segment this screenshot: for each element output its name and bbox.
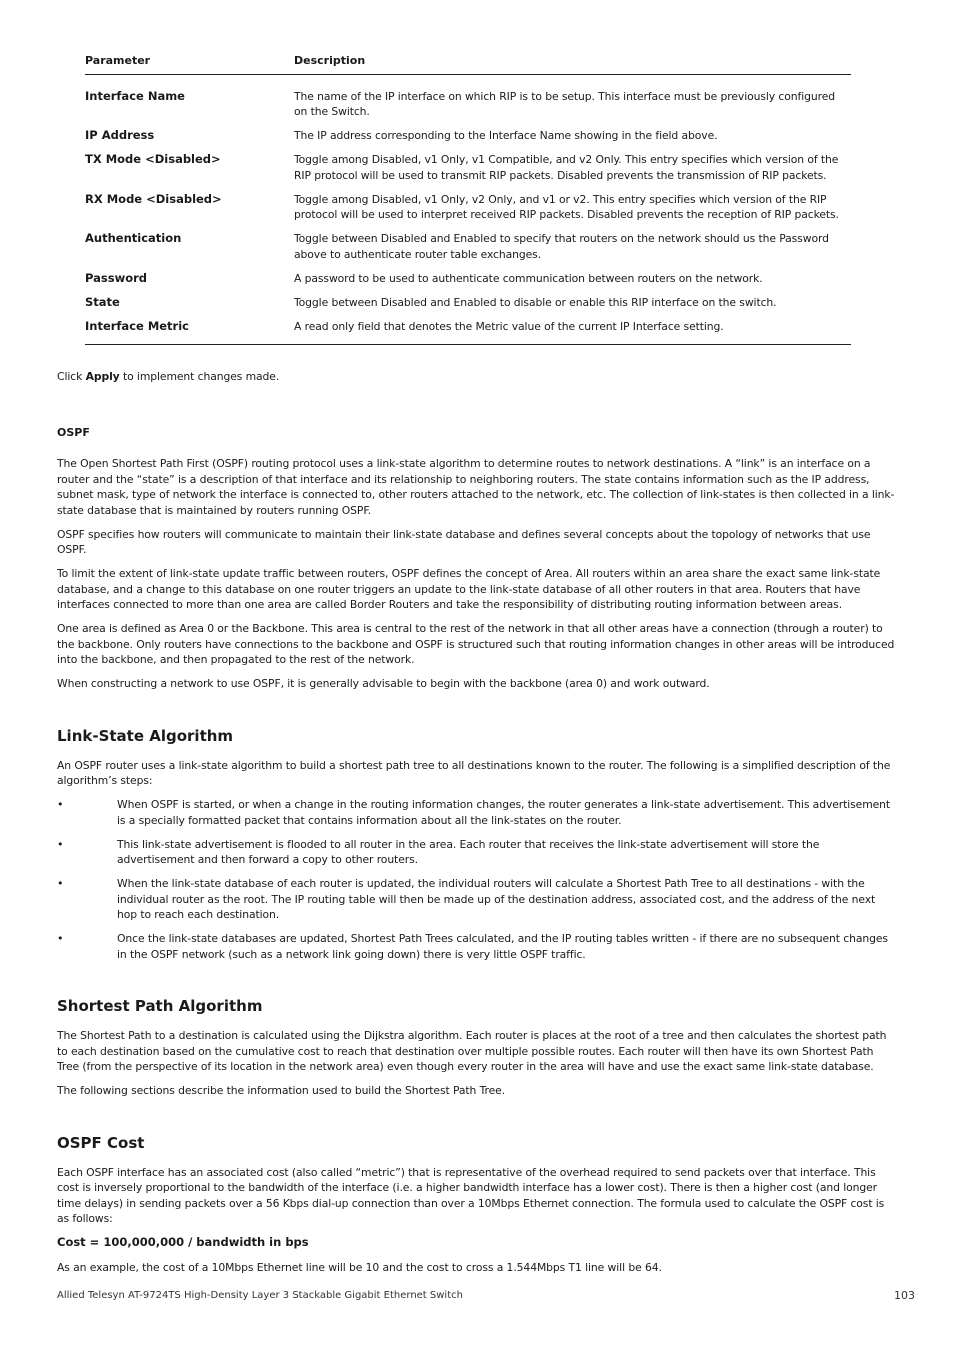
param-name: State	[85, 294, 120, 309]
bullet-text: Once the link-state databases are updated, Shortest Path Trees calculated, and the IP routing tables written - if there are no subsequent changes in the OSPF network (such as a network link going down) there is very little OSPF traffic.	[117, 932, 888, 961]
param-description: Toggle between Disabled and Enabled to disable or enable this RIP interface on the switch.	[294, 295, 777, 309]
param-name: Password	[85, 270, 147, 285]
apply-note-prefix: Click	[57, 370, 86, 383]
table-row	[85, 192, 851, 223]
table-row	[85, 128, 851, 144]
param-description: A read only field that denotes the Metric value of the current IP Interface setting.	[294, 319, 724, 333]
shortest-path-paragraph: The Shortest Path to a destination is calculated using the Dijkstra algorithm. Each router is places at the root of a tree and then calculates the shortest path to each destination based on the cumulative cost to reach that destination over multiple possible routes. Each router will then have its own Shortest Path Tree (from the perspective of its location in the network area) even though every router in the area will have and use the exact same link-state database.	[57, 1029, 887, 1073]
ospf-cost-example: As an example, the cost of a 10Mbps Ethernet line will be 10 and the cost to cross a 1.544Mbps T1 line will be 64.	[57, 1260, 662, 1274]
parameter-table	[85, 53, 851, 345]
bullet-mark: •	[57, 837, 64, 851]
shortest-path-heading: Shortest Path Algorithm	[57, 997, 263, 1015]
ospf-paragraph: To limit the extent of link-state update traffic between routers, OSPF defines the concept of Area. All routers within an area share the exact same link-state database, and a change to this database on one router triggers an update to the link-state database of all other routers in that area. Routers that have interfaces connected to more than one area are called Border Routers and take the responsibility of distributing routing information between areas.	[57, 567, 881, 611]
page-footer	[57, 1288, 915, 1304]
apply-note-suffix: to implement changes made.	[119, 370, 280, 383]
table-row	[85, 295, 851, 311]
link-state-heading: Link-State Algorithm	[57, 726, 234, 745]
ospf-paragraph: When constructing a network to use OSPF, it is generally advisable to begin with the backbone (area 0) and work outward.	[57, 677, 710, 690]
list-item	[57, 931, 895, 962]
footer-product-name: Allied Telesyn AT-9724TS High-Density Layer 3 Stackable Gigabit Ethernet Switch	[57, 1290, 463, 1301]
param-name: Interface Metric	[85, 318, 189, 333]
param-name: IP Address	[85, 128, 155, 142]
bullet-mark: •	[57, 798, 64, 811]
param-description: A password to be used to authenticate communication between routers on the network.	[294, 271, 763, 285]
bullet-text: This link-state advertisement is flooded to all router in the area. Each router that receives the link-state advertisement will store the advertisement and then forward a copy to other routers.	[117, 837, 820, 866]
table-row	[85, 231, 851, 262]
ospf-cost-heading: OSPF Cost	[57, 1133, 145, 1152]
param-description: The IP address corresponding to the Interface Name showing in the field above.	[294, 129, 718, 142]
bullet-mark: •	[57, 877, 64, 890]
list-item	[57, 837, 895, 868]
param-description: Toggle among Disabled, v1 Only, v1 Compatible, and v2 Only. This entry specifies which version of the RIP protocol will be used to transmit RIP packets. Disabled prevents the transmission of RIP packets.	[294, 153, 839, 182]
ospf-paragraph: The Open Shortest Path First (OSPF) routing protocol uses a link-state algorithm to determine routes to network destinations. A “link” is an interface on a router and the “state” is a description of that interface and its relationship to neighboring routers. The state contains information such as the IP address, subnet mask, type of network the interface is connected to, other routers attached to the network, etc. The collection of link-states is then collected in a link-state database that is maintained by routers running OSPF.	[57, 457, 895, 517]
document-body	[57, 369, 895, 1284]
param-name: RX Mode <Disabled>	[85, 191, 222, 206]
ospf-heading: OSPF	[57, 425, 90, 439]
apply-keyword: Apply	[85, 370, 120, 383]
param-description: The name of the IP interface on which RIP is to be setup. This interface must be previously configured on the Switch.	[294, 89, 836, 118]
table-header	[85, 53, 851, 75]
table-row	[85, 271, 851, 287]
list-item	[57, 797, 895, 828]
bullet-text: When the link-state database of each router is updated, the individual routers will calculate a Shortest Path Tree to all destinations - with the individual router as the root. The IP routing table will then be made up of the destination address, associated cost, and the address of the next hop to reach each destination.	[117, 877, 876, 921]
table-row	[85, 319, 851, 335]
list-item	[57, 876, 895, 923]
param-description: Toggle between Disabled and Enabled to specify that routers on the network should us the Password above to authenticate router table exchanges.	[294, 232, 829, 261]
table-body	[85, 75, 851, 345]
page-number: 103	[894, 1289, 915, 1302]
bullet-mark: •	[57, 932, 64, 945]
link-state-intro: An OSPF router uses a link-state algorithm to build a shortest path tree to all destinations known to the router. The following is a simplified description of the algorithm’s steps:	[57, 758, 891, 787]
header-description: Description	[294, 54, 366, 67]
param-name: Interface Name	[85, 88, 185, 103]
table-row	[85, 152, 851, 183]
cost-formula: Cost = 100,000,000 / bandwidth in bps	[57, 1235, 309, 1249]
param-name: TX Mode <Disabled>	[85, 152, 221, 166]
bullet-text: When OSPF is started, or when a change in the routing information changes, the router generates a link-state advertisement. This advertisement is a specially formatted packet that contains information about all the link-states on the router.	[117, 798, 891, 827]
header-parameter: Parameter	[85, 54, 151, 67]
param-description: Toggle among Disabled, v1 Only, v2 Only, and v1 or v2. This entry specifies which version of the RIP protocol will be used to interpret received RIP packets. Disabled prevents the reception of RIP packets.	[294, 192, 839, 221]
table-row	[85, 89, 851, 120]
ospf-paragraph: OSPF specifies how routers will communicate to maintain their link-state database and defines several concepts about the topology of networks that use OSPF.	[57, 527, 871, 556]
apply-note	[57, 369, 895, 385]
ospf-paragraph: One area is defined as Area 0 or the Backbone. This area is central to the rest of the network in that all other areas have a connection (through a router) to the backbone. Only routers have connections to the backbone and OSPF is structured such that routing information changes in other areas will be introduced into the backbone, and then propagated to the rest of the network.	[57, 622, 895, 666]
param-name: Authentication	[85, 231, 182, 245]
ospf-cost-paragraph: Each OSPF interface has an associated cost (also called “metric”) that is representative of the overhead required to send packets over that interface. This cost is inversely proportional to the bandwidth of the interface (i.e. a higher bandwidth interface has a lower cost). There is then a higher cost (and longer time delays) in sending packets over a 56 Kbps dial-up connection than over a 10Mbps Ethernet connection. The formula used to calculate the OSPF cost is as follows:	[57, 1165, 885, 1225]
shortest-path-paragraph: The following sections describe the information used to build the Shortest Path Tree.	[57, 1084, 506, 1097]
